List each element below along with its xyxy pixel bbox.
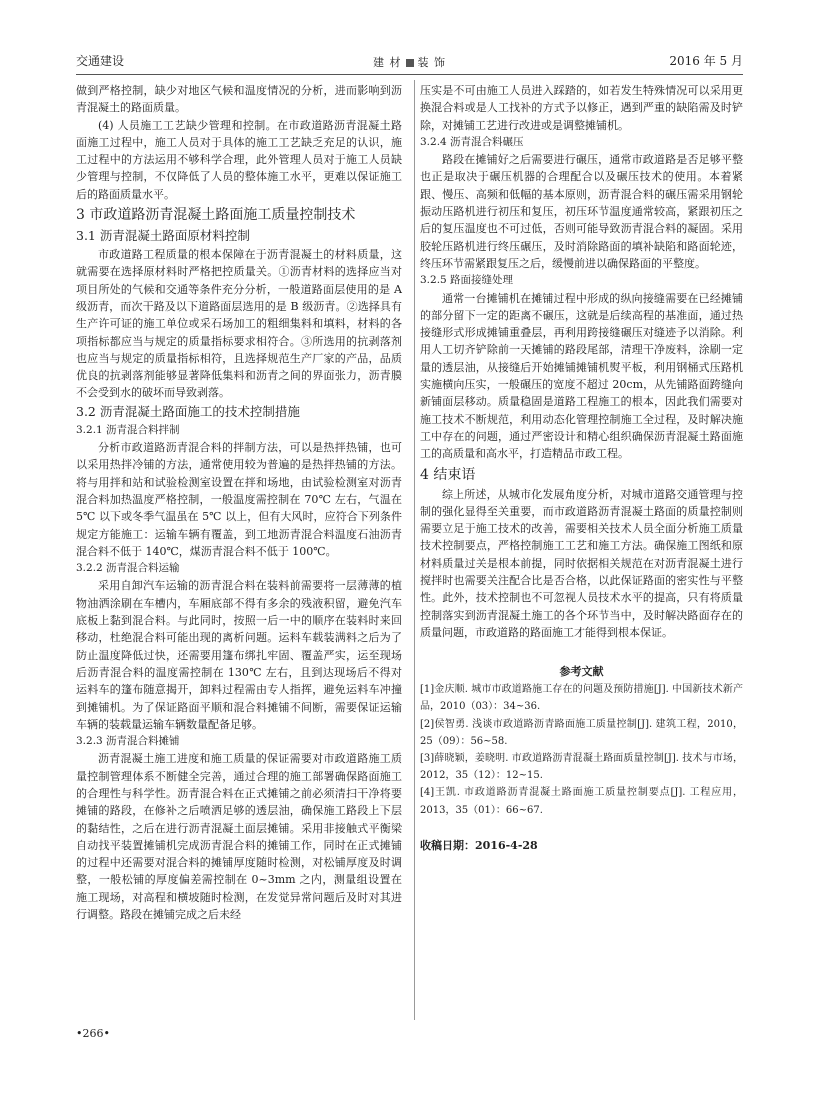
section-heading: 3 市政道路沥青混凝土路面施工质量控制技术 <box>76 207 356 224</box>
column-divider <box>414 80 415 1020</box>
paragraph: (4) 人员施工工艺缺少管理和控制。在市政道路沥青混凝土路面施工过程中，施工人员对于具体的施工工艺缺乏充足的认识，施工过程中的方法运用不够科学合理，此外管理人员对于施工人员缺少管理与控制，不仅降低了人员的整体施工水平，更难以保证施工后的路面质量水平。 <box>76 118 402 201</box>
subsubsection-heading: 3.2.1 沥青混合料拌制 <box>76 423 180 436</box>
subsubsection-heading: 3.2.5 路面接缝处理 <box>420 274 514 287</box>
reference-item: [1]金庆顺. 城市市政道路施工存在的问题及预防措施[J]. 中国新技术新产品，2010（03）：34~36. <box>420 684 743 713</box>
reference-item: [4]王凯. 市政道路沥青混凝土路面施工质量控制要点[J]. 工程应用，2013，35（01）：66~67. <box>420 787 743 816</box>
subsection-heading: 3.1 沥青混凝土路面原材料控制 <box>76 228 250 244</box>
paragraph: 做到严格控制，缺少对地区气候和温度情况的分析，进而影响到沥青混凝土的路面质量。 <box>76 84 402 115</box>
paragraph: 通常一台摊铺机在摊铺过程中形成的纵向接缝需要在已经摊铺的部分留下一定的距离不碾压，这就是后续高程的基准面，通过热接缝形式形成摊铺重叠层，再利用跨接缝碾压对缝迹予以消除。利用人工切齐铲除前一天摊铺的路段尾部，清理干净废料，涂刷一定量的透层油，从接缝后开始摊铺摊铺机熨平板，利用钢桶式压路机实施横向压实，一般碾压的宽度不超过 20cm，从先铺路面跨缝向新铺面层移动。质量稳固是道路工程施工的根本，因此我们需要对施工技术不断规范，利用动态化管理控制施工全过程，及时解决施工中存在的问题，通过严密设计和精心组织确保沥青混凝土路面施工的高质量和高水平，打造精品市政工程。 <box>420 291 743 461</box>
section-heading: 4 结束语 <box>420 466 476 483</box>
page-header <box>76 52 743 74</box>
paragraph: 分析市政道路沥青混合料的拌制方法，可以是热拌热铺，也可以采用热拌冷铺的方法，通常使用较为普遍的是热拌热铺的方法。将与用拌和站和试验检测室设置在拌和场地，由试验检测室对沥青混合料加热温度严格控制，一般温度需控制在 70℃ 左右，气温在 5℃ 以下或冬季气温虽在 5℃ 以上，但有大风时，应符合下列条件规定方能施工：运输车辆有覆盖，到工地沥青混合料温度石油沥青混合料不低于 140℃，煤沥青混合料不低于 100℃。 <box>76 441 402 558</box>
subsubsection-heading: 3.2.2 沥青混合料运输 <box>76 562 180 575</box>
subsection-heading: 3.2 沥青混凝土路面施工的技术控制措施 <box>76 403 300 419</box>
square-bullet-icon <box>406 59 414 67</box>
left-column <box>76 82 402 923</box>
paragraph: 采用自卸汽车运输的沥青混合料在装料前需要将一层薄薄的植物油洒涂刷在车槽内，车厢底部不得有多余的残液积留，避免汽车底板上黏到混合料。与此同时，按照一后一中的顺序在装料时来回移动，杜绝混合料可能出现的离析问题。运料车载装满料之后为了防止温度降低过快，还需要用篷布绑扎牢固、覆盖严实，运至现场后沥青混合料的温度需控制在 130℃ 左右，且到达现场后不得对运料车的篷布随意揭开，卸料过程需由专人指挥，避免运料车冲撞到摊铺机。为了保证路面平顺和混合料摊铺不间断，需要保证运输车辆的装载量运输车辆数量配备足够。 <box>76 579 402 731</box>
section-name-part1: 建 材 <box>373 56 402 69</box>
header-rule <box>76 74 743 75</box>
page-number: •266• <box>76 1027 110 1040</box>
paragraph: 综上所述，从城市化发展角度分析，对城市道路交通管理与控制的强化显得至关重要，而市政道路沥青混凝土路面的质量控制则需要立足于施工技术的改善，需要相关技术人员全面分析施工质量技术控制要点，严格控制施工工艺和施工方法。确保施工图纸和原材料质量过关是根本前提，同时依据相关规范在对沥青混凝土进行搅拌时也需要关注配合比是否合格，以此保证路面的密实性与平整性。此外，技术控制也不可忽视人员技术水平的提高，只有将质量控制落实到沥青混凝土施工的各个环节当中，及时解决路面存在的质量问题，市政道路的路面施工才能得到根本保证。 <box>420 487 743 639</box>
journal-name: 交通建设 <box>76 54 125 68</box>
reference-item: [2]侯智勇. 浅谈市政道路沥青路面施工质量控制[J]. 建筑工程，2010，25（09）：56~58. <box>420 718 743 747</box>
paragraph: 压实是不可由施工人员进入踩踏的，如若发生特殊情况可以采用更换混合料或是人工找补的方式予以修正，遇到严重的缺陷需及时铲除，对摊铺工艺进行改进或是调整摊铺机。 <box>420 84 743 132</box>
paragraph: 市政道路工程质量的根本保障在于沥青混凝土的材料质量，这就需要在选择原材料时严格把控质量关。①沥青材料的选择应当对项目所处的气候和交通等条件充分分析，一般道路面层使用的是 A 级沥青，而次干路及以下道路面层选用的是 B 级沥青。②选择具有生产许可证的施工单位或采石场加工的粗细集料和填料，材料的各项指标都应当与规定的质量指标要求相符合。③所选用的抗剥落剂也应当与规定的质量指标相符，且选择规范生产厂家的产品，品质优良的抗剥落剂能够显著降低集料和沥青之间的界面张力，沥青膜不会受到水的破坏而导致剥落。 <box>76 248 402 400</box>
section-name-part2: 装 饰 <box>417 56 446 69</box>
issue-date: 2016 年 5 月 <box>669 54 743 68</box>
references-title: 参考文献 <box>559 665 604 679</box>
section-name <box>76 54 743 70</box>
paragraph: 沥青混凝土施工进度和施工质量的保证需要对市政道路施工质量控制管理体系不断健全完善，通过合理的施工部署确保路面施工的合理性与科学性。沥青混合料在正式摊铺之前必须清扫干净将要摊铺的路段，在修补之后喷洒足够的透层油，确保施工路段上下层的黏结性，之后在进行沥青混凝土面层摊铺。采用非接触式平衡梁自动找平装置摊铺机完成沥青混合料的摊铺工作，同时在正式摊铺的过程中还需要对混合料的摊铺厚度随时检测，对松铺厚度及时调整，一般松铺的厚度偏差需控制在 0~3mm 之内，测量组设置在施工现场，对高程和横坡随时检测，在发觉异常问题后及时对其进行调整。路段在摊铺完成之后未经 <box>76 752 402 922</box>
reference-item: [3]薛晓颖，姜晓明. 市政道路沥青混凝土路面质量控制[J]. 技术与市场，2012，35（12）：12~15. <box>420 753 743 782</box>
right-column <box>420 82 743 854</box>
received-date: 收稿日期：2016-4-28 <box>420 838 538 852</box>
subsubsection-heading: 3.2.4 沥青混合料碾压 <box>420 135 524 148</box>
subsubsection-heading: 3.2.3 沥青混合料摊铺 <box>76 735 180 748</box>
paragraph: 路段在摊铺好之后需要进行碾压，通常市政道路是否足够平整也正是取决于碾压机器的合理配合以及碾压技术的使用。本着紧跟、慢压、高频和低幅的基本原则，沥青混合料的碾压需采用钢轮振动压路机进行初压和复压，初压环节温度通常较高，紧跟初压之后的复压温度也不可过低，否则可能导致沥青混合料的凝固。采用胶轮压路机进行终压碾压，及时消除路面的填补缺陷和路面轮迹，终压环节需紧跟复压之后，缓慢前进以确保路面的平整度。 <box>420 153 743 270</box>
